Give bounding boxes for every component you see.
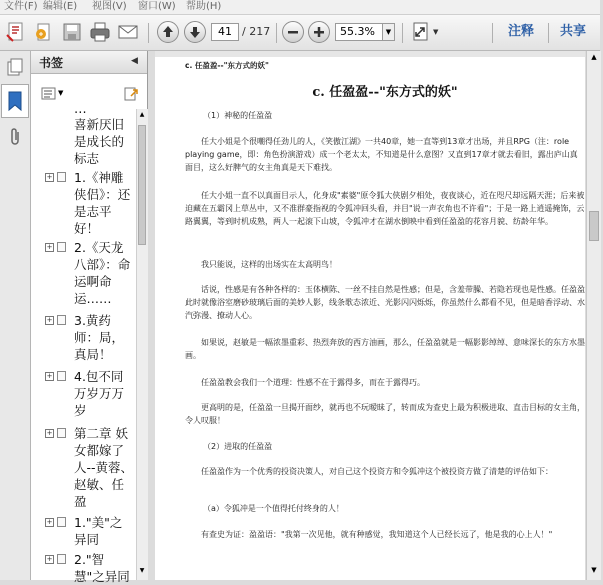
menu-bar — [0, 0, 600, 15]
bookmark-label: 1."美"之异同 — [74, 515, 123, 547]
paragraph: 更高明的是，任盈盈一旦揭开面纱，就再也不玩暧昧了，转而成为查史上最为积极进取、直击目标的女主角，令人叹服！ — [185, 403, 585, 425]
bookmark-options-icon[interactable] — [41, 87, 57, 101]
zoom-out-icon[interactable] — [282, 21, 304, 43]
page-top-edge — [155, 51, 585, 57]
bookmark-label: 1.《神雕侠侣》：还是志平好！ — [74, 170, 131, 236]
paragraph: 如果说，赵敏是一幅浓墨重彩、热烈奔放的西方油画，那么，任盈盈就是一幅影影绰绰、意味深长的东方水墨画。 — [185, 338, 585, 360]
scroll-down-icon[interactable]: ▼ — [591, 566, 597, 574]
pages-panel-icon[interactable] — [5, 57, 25, 77]
main-toolbar — [0, 15, 600, 51]
bookmarks-tab[interactable] — [1, 84, 29, 118]
fit-page-icon[interactable] — [410, 21, 432, 43]
toolbar-separator — [548, 23, 549, 43]
attachments-icon[interactable] — [6, 127, 24, 147]
toolbar-separator — [276, 23, 277, 43]
bookmark-item[interactable] — [31, 551, 136, 585]
bookmark-label: 第二章 妖女都嫁了人--黄蓉、赵敏、任盈 — [74, 426, 134, 509]
bookmark-label: 2.《天龙八部》：命运啊命运…… — [74, 240, 131, 306]
bookmark-page-icon — [57, 517, 66, 527]
expand-icon[interactable]: + — [46, 372, 53, 380]
bookmark-item[interactable] — [31, 169, 136, 237]
bookmark-page-icon — [57, 371, 66, 381]
menu-edit[interactable]: 编辑(E) — [43, 1, 78, 12]
bookmark-page-icon — [57, 172, 66, 182]
bookmark-item[interactable] — [31, 514, 136, 548]
share-button[interactable]: 共享 — [560, 24, 587, 39]
bookmarks-scroll-thumb[interactable] — [138, 125, 146, 245]
bookmarks-panel-icon — [7, 91, 23, 111]
toolbar-separator — [148, 23, 149, 43]
bookmark-label: 2."智慧"之异同 — [74, 552, 130, 584]
page-total: / 217 — [242, 25, 271, 38]
bookmark-item[interactable] — [31, 425, 136, 510]
expand-icon[interactable]: + — [46, 429, 53, 437]
page-number-input[interactable]: 41 — [211, 23, 239, 41]
bookmark-options-dropdown[interactable]: ▼ — [58, 89, 64, 97]
prev-page-icon[interactable] — [157, 21, 179, 43]
bookmark-item[interactable] — [31, 312, 136, 363]
bookmark-partial: ⋯ — [74, 104, 87, 119]
paragraph: 任盈盈教会我们一个道理：性感不在于露得多，而在于露得巧。 — [201, 378, 425, 387]
bookmarks-title: 书签 — [39, 56, 64, 70]
scroll-down-icon[interactable]: ▼ — [139, 567, 145, 574]
fit-page-dropdown[interactable]: ▼ — [433, 28, 439, 36]
document-page — [155, 51, 585, 580]
next-page-icon[interactable] — [184, 21, 206, 43]
menu-help[interactable]: 帮助(H) — [186, 1, 222, 12]
running-header: c. 任盈盈--"东方式的妖" — [185, 61, 269, 70]
zoom-dropdown[interactable]: ▼ — [383, 23, 395, 41]
bookmark-page-icon — [57, 428, 66, 438]
bookmark-item[interactable] — [31, 116, 136, 167]
bookmark-page-icon — [57, 315, 66, 325]
bookmark-label: 3.黄药师：局，真局！ — [74, 313, 125, 362]
paragraph: 话说，性感是有各种各样的：玉体横陈、一丝不挂自然是性感；但是，含羞带臊、若隐若现也是性感。任盈盈此时就像浴室磨砂玻璃后面的美妙人影，线条歌态浓近、光影闪闪烁烁，你虽然什么都看不见，但是暗香浮动、水汽弥漫、撩动人心。 — [185, 285, 585, 320]
menu-file[interactable]: 文件(F) — [4, 1, 38, 12]
paragraph: 任大小姐一直不以真面目示人，化身成"素婆"原令狐大侠剧夕相处，夜夜谈心，近在咫尺却远隔天涯；后来被迫藏在五霸冈上草丛中，又不准群豪指视的令狐冲回头看，并目"说一声衣角也不许看"；于是一路上逍遥掩饰，云路翼翼，等到时机成熟，两人一起滚下山坡，令狐冲才在湖水倒映中看到任盈盈的花容月貌、纺龄年华。 — [185, 191, 585, 226]
bookmark-page-icon — [57, 242, 66, 252]
bookmarks-scrollbar[interactable] — [136, 109, 148, 580]
subsection-heading: （2）进取的任盈盈 — [203, 442, 273, 451]
bookmark-label: 4.包不同万岁万万岁 — [74, 369, 125, 418]
scroll-up-icon[interactable]: ▲ — [591, 53, 597, 61]
expand-icon[interactable]: + — [46, 316, 53, 324]
paragraph: 任大小姐是个很嘲得任劲儿的人，《笑傲江湖》一共40章，她一直等到13章才出场，并且RPG（注：role playing game，即：角色扮演游戏）成一个老太太，不知道是什么意图？又直到17章才就去看旧，露出庐山真面目，这么好脾气的女主角真是天下难找。 — [185, 137, 578, 172]
expand-icon[interactable]: + — [46, 243, 53, 251]
document-scroll-thumb[interactable] — [589, 211, 599, 241]
section-title: c. 任盈盈--"东方式的妖" — [312, 85, 458, 100]
paragraph: 我只能说，这样的出场实在太高明鸟！ — [201, 260, 337, 269]
expand-icon[interactable]: + — [46, 555, 53, 563]
print-icon[interactable] — [33, 21, 55, 43]
bookmark-label: 喜新厌旧是成长的标志 — [74, 117, 125, 166]
create-pdf-icon[interactable] — [5, 21, 27, 43]
menu-view[interactable]: 视图(V) — [92, 1, 127, 12]
zoom-in-icon[interactable] — [308, 21, 330, 43]
save-icon[interactable] — [61, 21, 83, 43]
expand-icon[interactable]: + — [46, 173, 53, 181]
paragraph: 有查史为证：盈盈语："我第一次见他，就有种感觉，我知道这个人已经长远了，他是我的心上人！" — [201, 530, 553, 539]
paragraph: 任盈盈作为一个优秀的投资决策人，对自己这个投资方和令狐冲这个被投资方做了清楚的评估如下： — [201, 467, 553, 476]
pane-splitter[interactable] — [148, 51, 154, 580]
toolbar-separator — [492, 23, 493, 43]
subsection-heading: （a）令狐冲是一个值得托付终身的人！ — [203, 504, 344, 513]
mail-icon[interactable] — [117, 21, 139, 43]
collapse-pane-icon[interactable]: ◀ — [131, 56, 138, 66]
toolbar-separator — [402, 23, 403, 43]
print-icon[interactable] — [89, 21, 111, 43]
bookmark-page-icon — [57, 554, 66, 564]
bookmarks-header — [31, 51, 147, 74]
bookmarks-list — [31, 104, 136, 584]
menu-window[interactable]: 窗口(W) — [138, 1, 176, 12]
bookmark-item[interactable] — [31, 368, 136, 419]
zoom-input[interactable]: 55.3% — [335, 23, 383, 41]
annotate-button[interactable]: 注释 — [508, 24, 535, 39]
document-scrollbar[interactable] — [586, 51, 601, 580]
subsection-heading: （1）神秘的任盈盈 — [203, 111, 273, 120]
expand-icon[interactable]: + — [46, 518, 53, 526]
navigation-pane-strip — [0, 51, 31, 580]
bookmark-item[interactable] — [31, 239, 136, 307]
bookmark-expand-icon[interactable] — [123, 86, 139, 102]
scroll-up-icon[interactable]: ▲ — [139, 111, 145, 118]
bookmarks-panel — [31, 51, 148, 584]
